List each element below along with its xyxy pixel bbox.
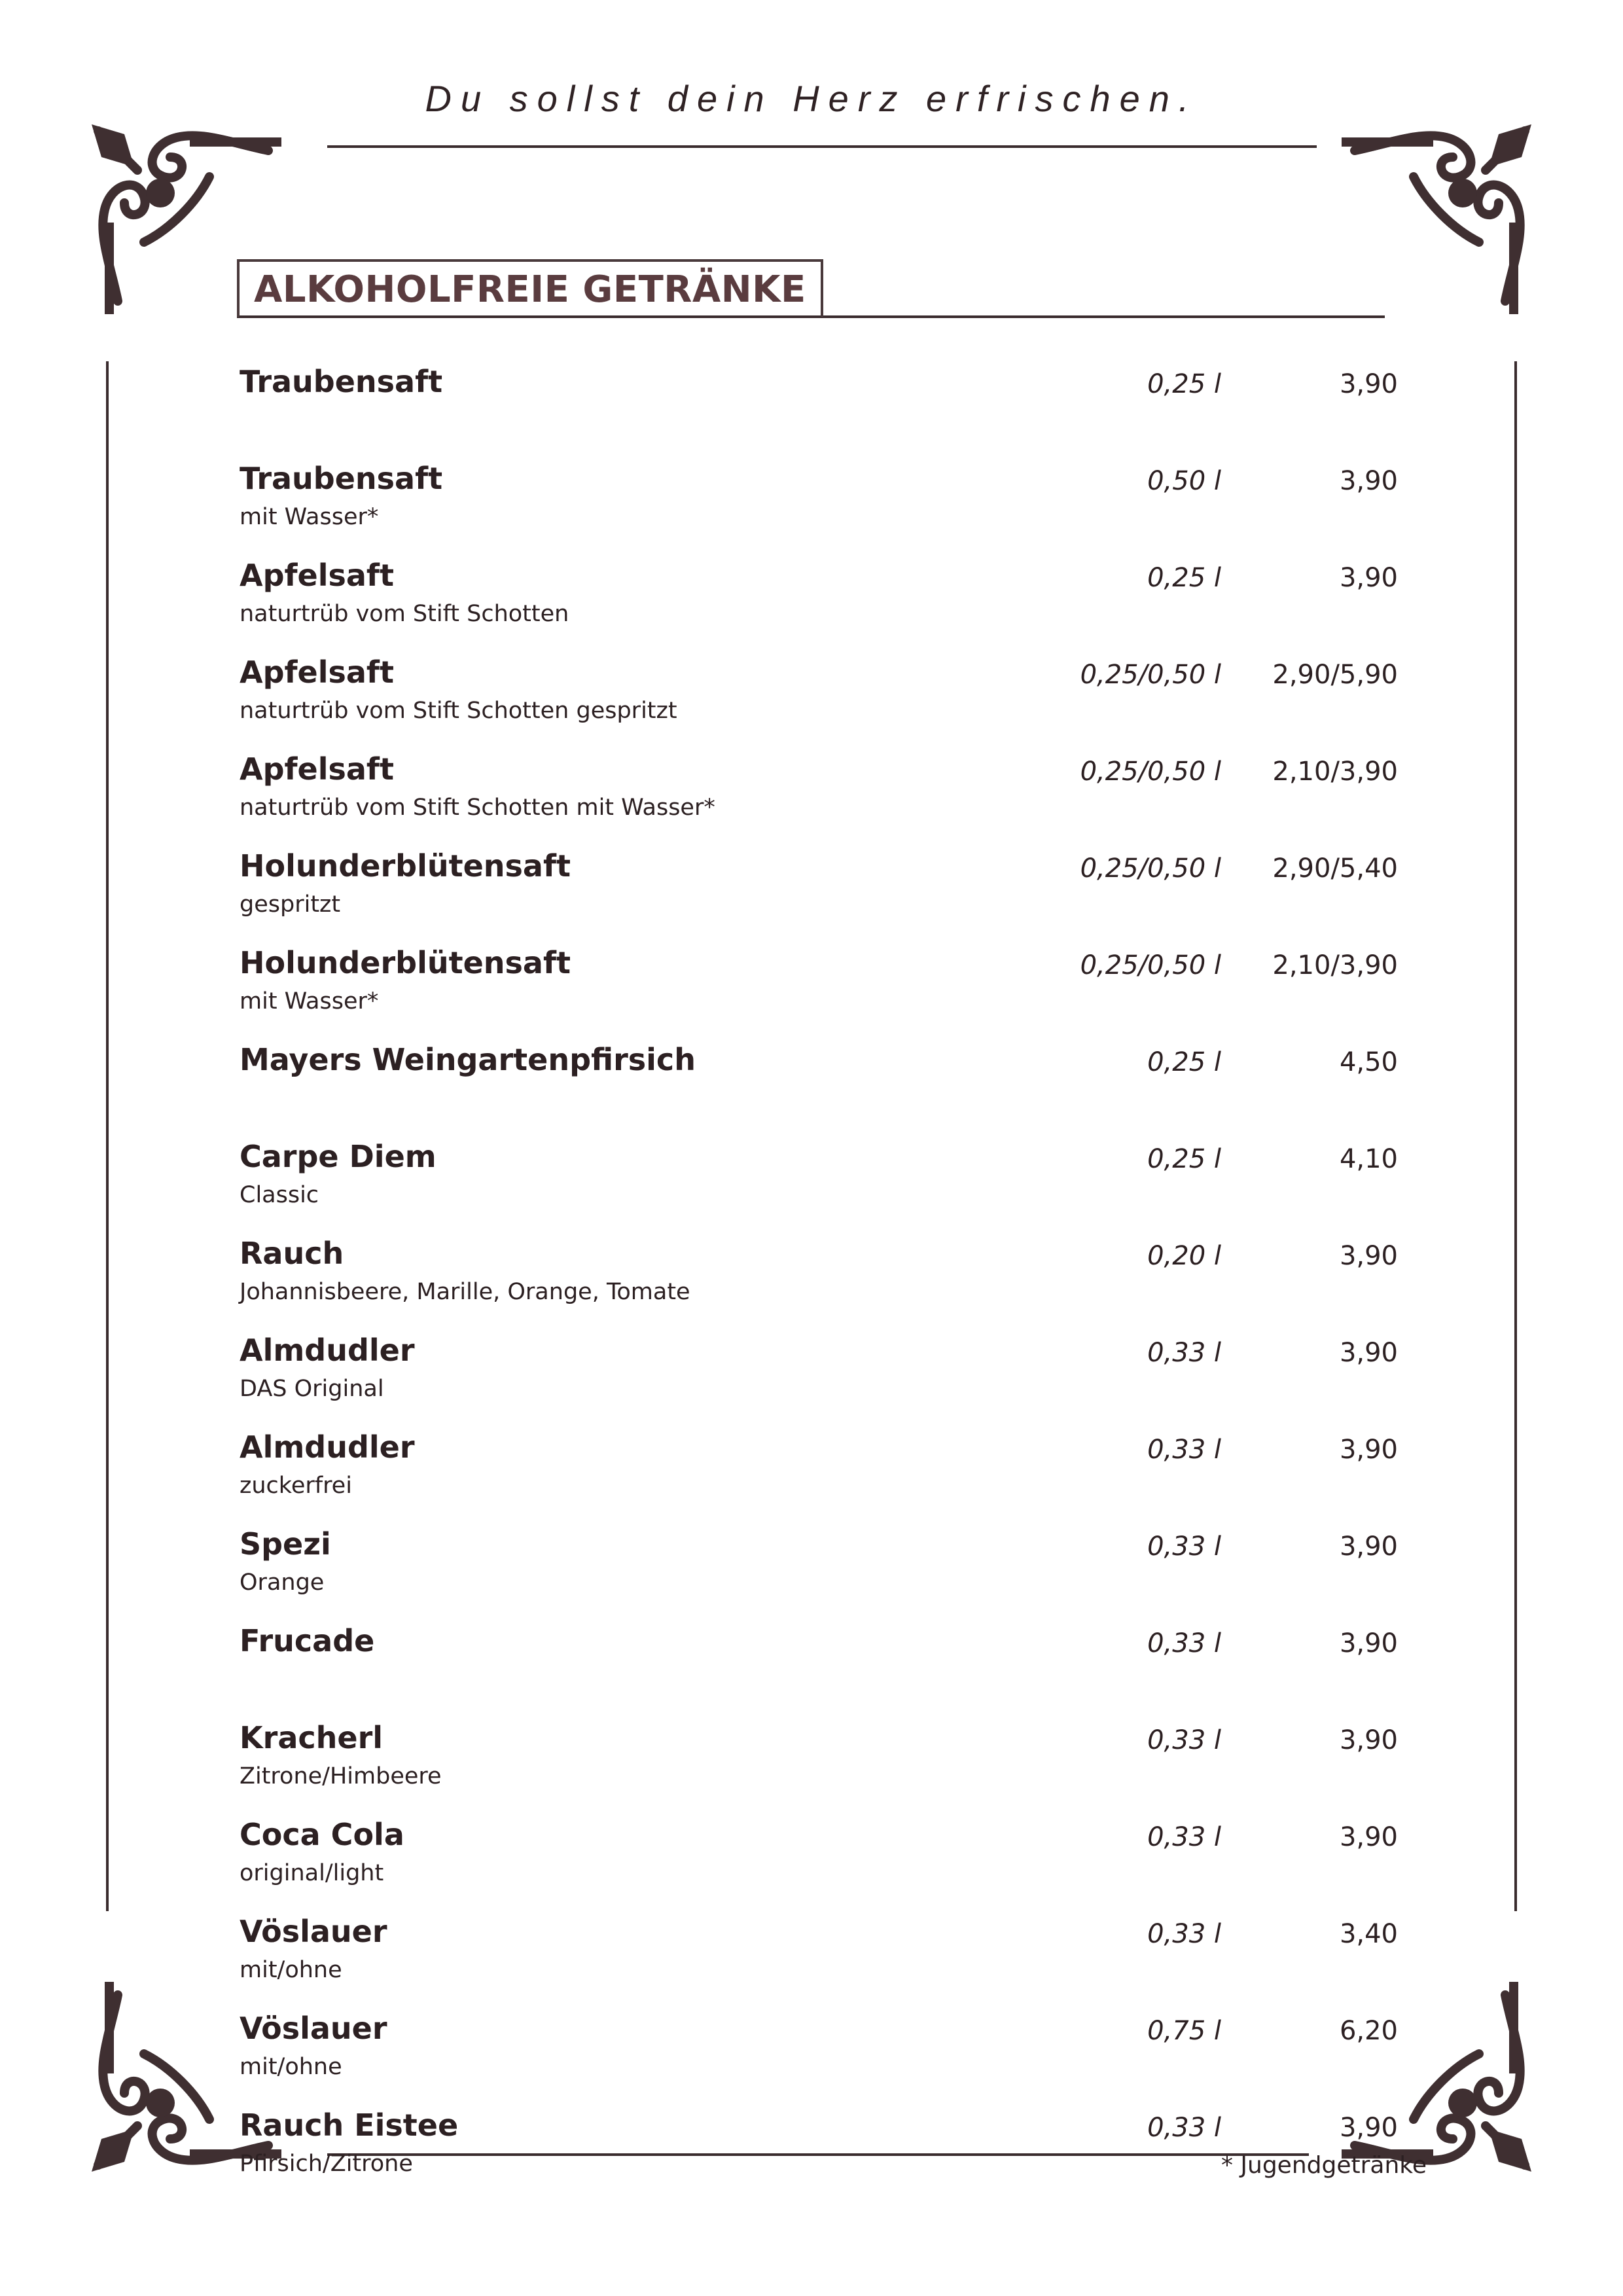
item-name: Almdudler — [240, 1333, 415, 1368]
item-name: Apfelsaft — [240, 558, 394, 593]
item-price: 2,10/3,90 — [1272, 757, 1398, 787]
item-price: 3,90 — [1339, 563, 1398, 593]
item-price: 3,90 — [1339, 466, 1398, 496]
item-description: mit Wasser* — [240, 988, 379, 1014]
item-name: Apfelsaft — [240, 751, 394, 787]
menu-item — [240, 655, 1398, 751]
item-description: zuckerfrei — [240, 1473, 352, 1499]
item-volume: 0,25 l — [1147, 369, 1221, 399]
item-volume: 0,25/0,50 l — [1080, 853, 1221, 884]
menu-item — [240, 1139, 1398, 1236]
item-description: Orange — [240, 1570, 325, 1596]
item-name: Traubensaft — [240, 364, 443, 399]
footnote: * Jugendgetränke — [1221, 2152, 1427, 2179]
menu-item — [240, 1333, 1398, 1429]
menu-item — [240, 1914, 1398, 2011]
menu-item — [240, 751, 1398, 848]
item-volume: 0,33 l — [1147, 2113, 1221, 2143]
section-heading-box — [237, 259, 823, 317]
menu-item — [240, 1042, 1398, 1139]
item-name: Vöslauer — [240, 1914, 387, 1949]
item-name: Holunderblütensaft — [240, 945, 571, 980]
item-description: mit/ohne — [240, 2054, 342, 2080]
item-price: 2,10/3,90 — [1272, 950, 1398, 980]
menu-item — [240, 558, 1398, 655]
item-description: Johannisbeere, Marille, Orange, Tomate — [240, 1279, 690, 1305]
item-name: Carpe Diem — [240, 1139, 437, 1174]
top-rule — [327, 145, 1317, 148]
item-description: mit Wasser* — [240, 504, 379, 530]
item-name: Vöslauer — [240, 2011, 387, 2046]
item-volume: 0,75 l — [1147, 2016, 1221, 2046]
item-description: Pfirsich/Zitrone — [240, 2151, 413, 2177]
item-volume: 0,33 l — [1147, 1532, 1221, 1562]
item-volume: 0,33 l — [1147, 1338, 1221, 1368]
item-price: 3,90 — [1339, 1435, 1398, 1465]
item-name: Rauch — [240, 1236, 344, 1271]
item-volume: 0,25 l — [1147, 563, 1221, 593]
item-name: Rauch Eistee — [240, 2108, 459, 2143]
menu-item — [240, 1429, 1398, 1526]
menu-item — [240, 1817, 1398, 1914]
menu-item — [240, 1236, 1398, 1333]
item-price: 3,90 — [1339, 1628, 1398, 1659]
item-price: 3,90 — [1339, 1338, 1398, 1368]
item-price: 2,90/5,90 — [1272, 660, 1398, 690]
item-volume: 0,33 l — [1147, 1435, 1221, 1465]
item-price: 3,90 — [1339, 369, 1398, 399]
item-price: 2,90/5,40 — [1272, 853, 1398, 884]
item-price: 4,50 — [1339, 1047, 1398, 1077]
menu-item — [240, 1720, 1398, 1817]
item-price: 6,20 — [1339, 2016, 1398, 2046]
item-name: Frucade — [240, 1623, 375, 1659]
tagline: Du sollst dein Herz erfrischen. — [425, 78, 1198, 119]
item-description: naturtrüb vom Stift Schotten — [240, 601, 569, 627]
item-name: Spezi — [240, 1526, 331, 1562]
item-volume: 0,20 l — [1147, 1241, 1221, 1271]
menu-item — [240, 1623, 1398, 1720]
item-description: Classic — [240, 1182, 319, 1208]
section-title: ALKOHOLFREIE GETRÄNKE — [254, 268, 806, 311]
item-volume: 0,33 l — [1147, 1628, 1221, 1659]
item-name: Coca Cola — [240, 1817, 404, 1852]
item-description: naturtrüb vom Stift Schotten mit Wasser* — [240, 795, 715, 821]
item-name: Mayers Weingartenpfirsich — [240, 1042, 696, 1077]
item-description: naturtrüb vom Stift Schotten gespritzt — [240, 698, 677, 724]
item-volume: 0,33 l — [1147, 1725, 1221, 1755]
menu-item — [240, 848, 1398, 945]
item-volume: 0,25 l — [1147, 1047, 1221, 1077]
item-description: mit/ohne — [240, 1957, 342, 1983]
item-description: gespritzt — [240, 891, 341, 918]
item-name: Traubensaft — [240, 461, 443, 496]
left-frame-line — [106, 361, 109, 1911]
item-volume: 0,33 l — [1147, 1822, 1221, 1852]
corner-ornament-icon — [1302, 105, 1551, 353]
menu-list — [240, 364, 1398, 2204]
item-volume: 0,33 l — [1147, 1919, 1221, 1949]
menu-item — [240, 1526, 1398, 1623]
item-price: 3,40 — [1339, 1919, 1398, 1949]
menu-item — [240, 364, 1398, 461]
item-name: Kracherl — [240, 1720, 383, 1755]
item-price: 3,90 — [1339, 1822, 1398, 1852]
item-volume: 0,25/0,50 l — [1080, 757, 1221, 787]
item-description: Zitrone/Himbeere — [240, 1763, 442, 1789]
menu-item — [240, 945, 1398, 1042]
right-frame-line — [1514, 361, 1517, 1911]
item-volume: 0,25 l — [1147, 1144, 1221, 1174]
item-description: DAS Original — [240, 1376, 384, 1402]
menu-item — [240, 2011, 1398, 2108]
item-name: Holunderblütensaft — [240, 848, 571, 884]
menu-item — [240, 461, 1398, 558]
item-description: original/light — [240, 1860, 384, 1886]
item-name: Almdudler — [240, 1429, 415, 1465]
item-price: 3,90 — [1339, 1241, 1398, 1271]
item-price: 3,90 — [1339, 1532, 1398, 1562]
item-price: 3,90 — [1339, 2113, 1398, 2143]
item-volume: 0,25/0,50 l — [1080, 660, 1221, 690]
item-volume: 0,50 l — [1147, 466, 1221, 496]
item-name: Apfelsaft — [240, 655, 394, 690]
item-price: 4,10 — [1339, 1144, 1398, 1174]
item-volume: 0,25/0,50 l — [1080, 950, 1221, 980]
item-price: 3,90 — [1339, 1725, 1398, 1755]
